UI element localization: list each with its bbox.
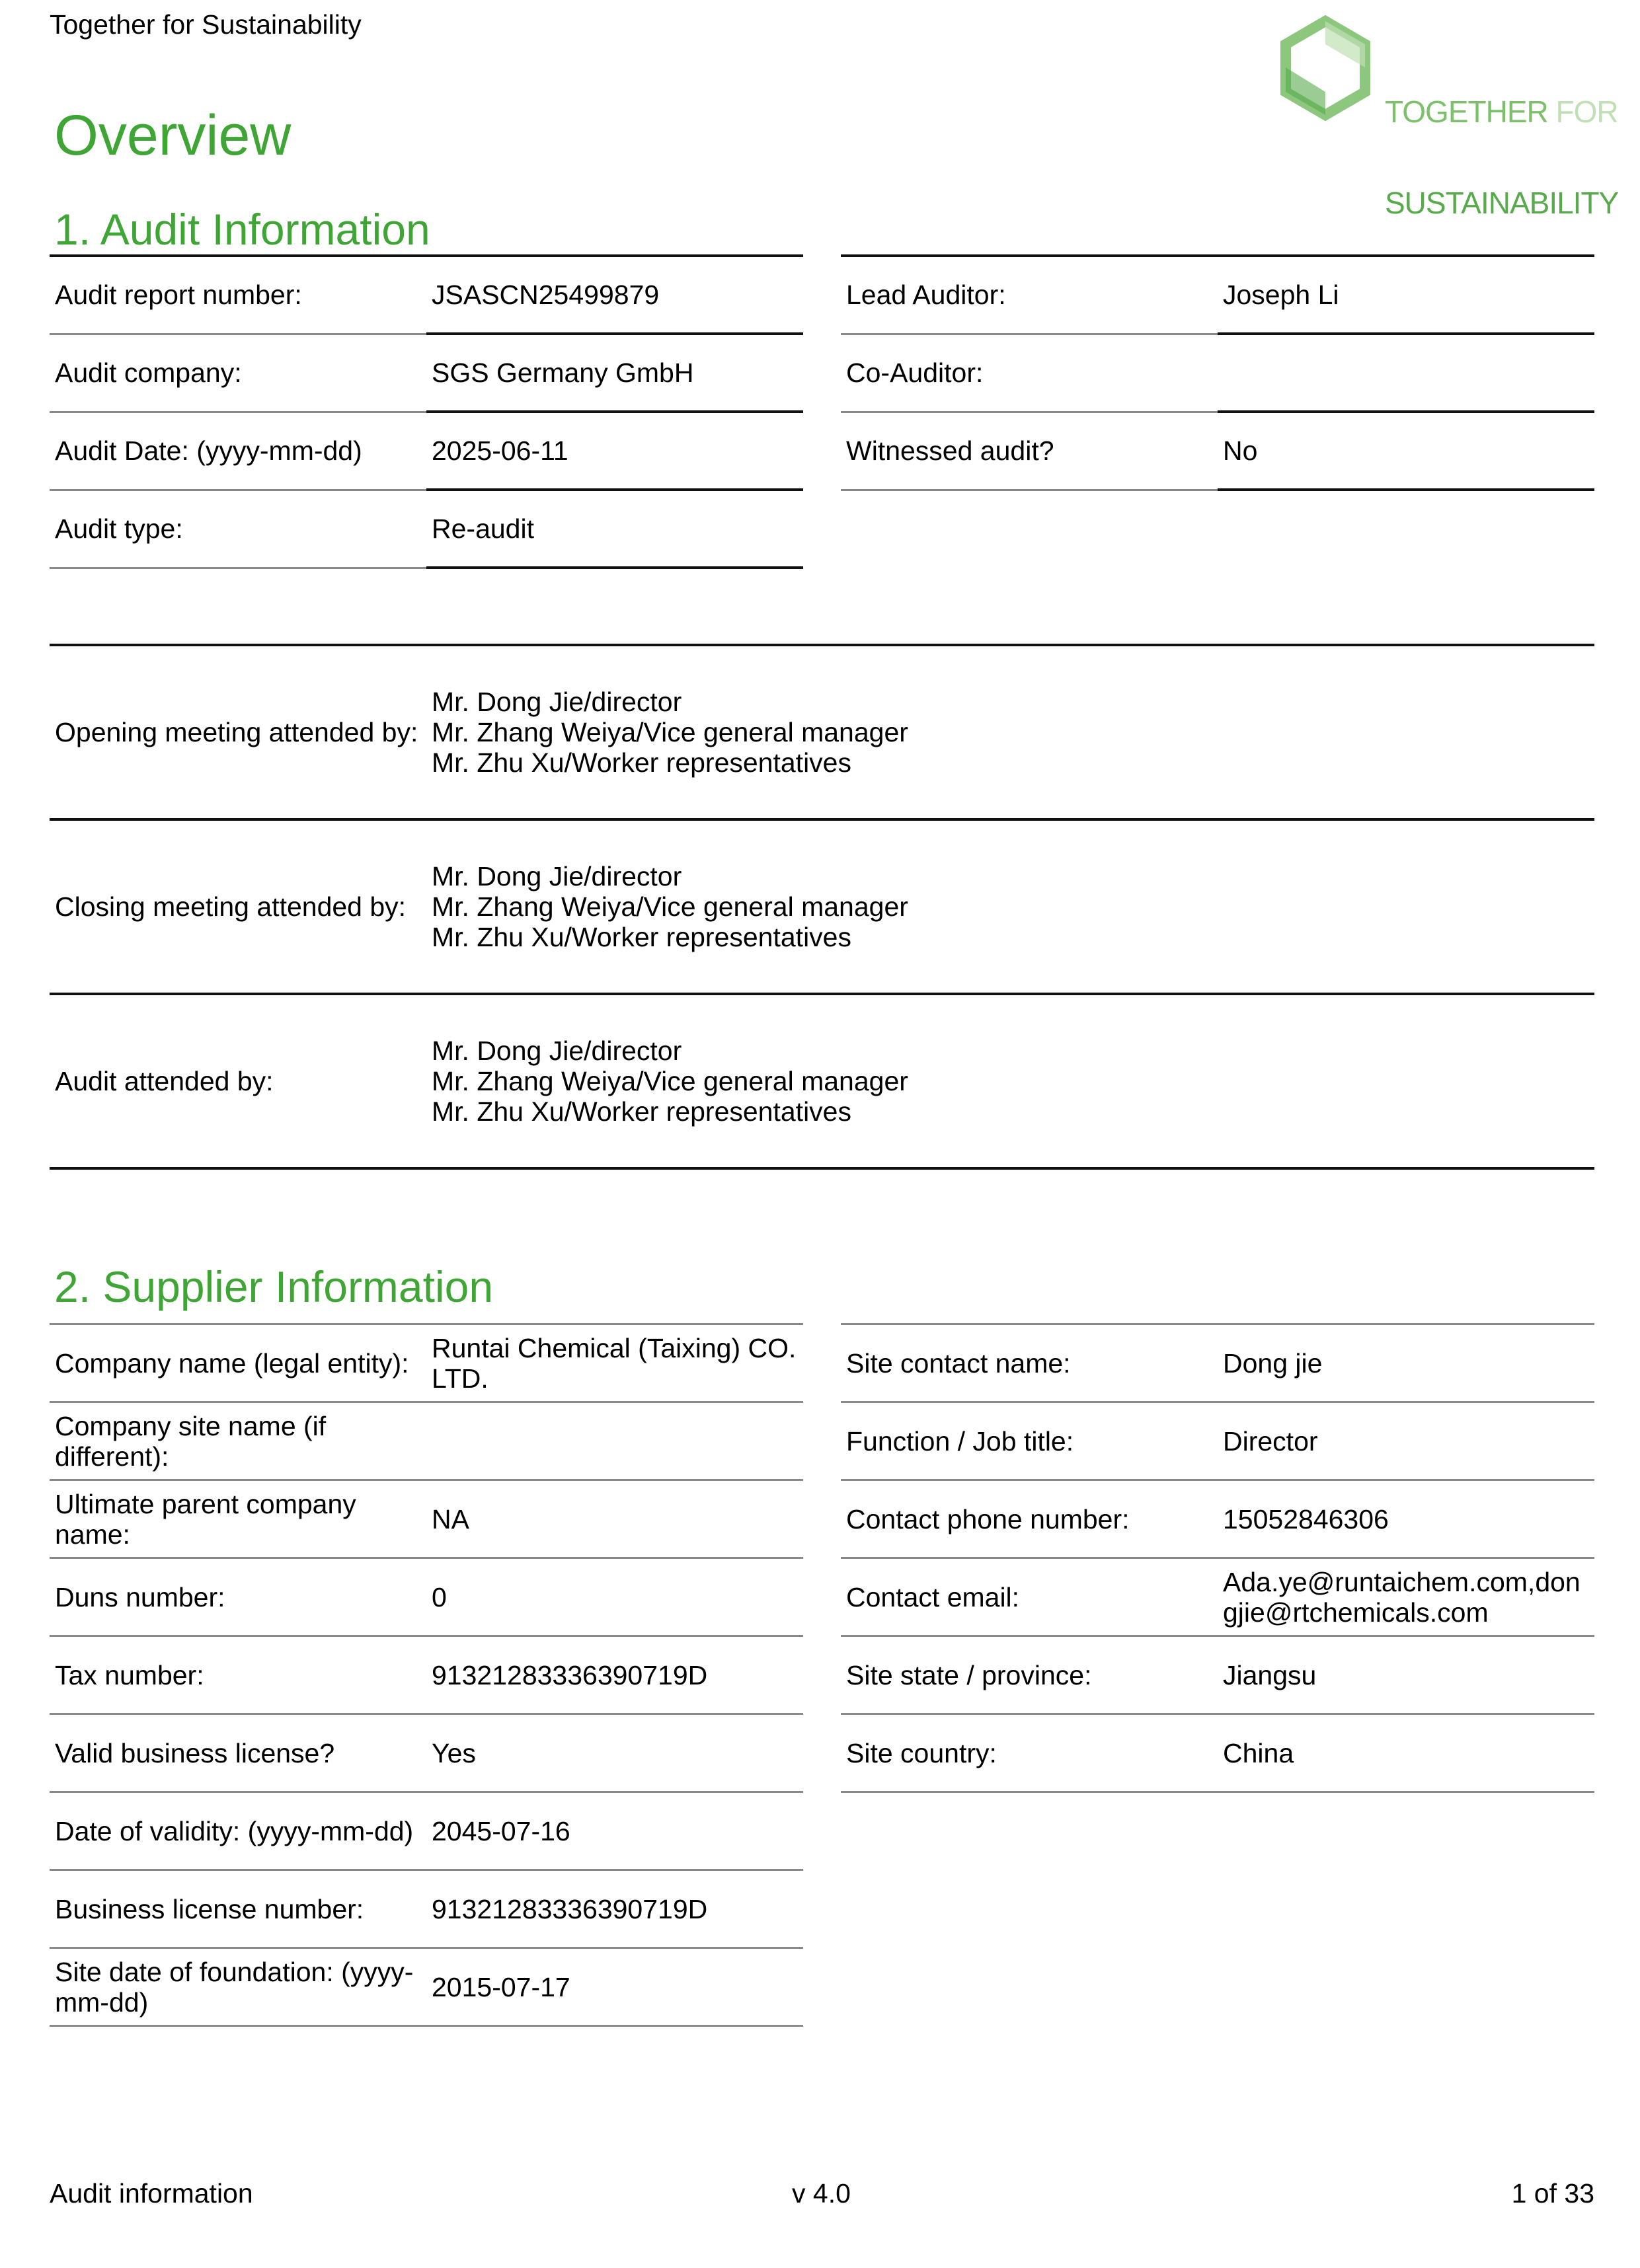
field-value: 91321283336390719D <box>426 1870 803 1948</box>
footer-version: v 4.0 <box>792 2178 851 2209</box>
info-row <box>50 412 803 490</box>
footer-section-label: Audit information <box>50 2178 253 2209</box>
field-value: SGS Germany GmbH <box>426 334 803 412</box>
attendee-name: Mr. Dong Jie/director <box>432 687 682 717</box>
field-label: Site state / province: <box>841 1636 1218 1714</box>
attendee-name: Mr. Zhang Weiya/Vice general manager <box>432 891 908 922</box>
attendee-list <box>426 645 1594 819</box>
attendee-name: Mr. Dong Jie/director <box>432 861 682 891</box>
attendance-row <box>50 645 1594 819</box>
info-row <box>841 256 1594 334</box>
attendee-list <box>426 819 1594 994</box>
field-value: Re-audit <box>426 490 803 568</box>
info-row <box>841 1558 1594 1636</box>
page-title: Overview <box>54 104 292 167</box>
field-value: China <box>1218 1714 1594 1792</box>
attendance-label: Opening meeting attended by: <box>50 645 426 819</box>
field-value: Dong jie <box>1218 1324 1594 1402</box>
field-value: 2015-07-17 <box>426 1948 803 2026</box>
info-row <box>841 1402 1594 1480</box>
field-value: NA <box>426 1480 803 1558</box>
field-label: Company name (legal entity): <box>50 1324 426 1402</box>
tfs-logo <box>1272 15 1619 220</box>
info-row <box>50 1870 803 1948</box>
attendance-label: Closing meeting attended by: <box>50 819 426 994</box>
supplier-info-right-table <box>841 1323 1594 1793</box>
attendance-label: Audit attended by: <box>50 994 426 1168</box>
field-label: Contact phone number: <box>841 1480 1218 1558</box>
field-label: Co-Auditor: <box>841 334 1218 412</box>
field-label: Contact email: <box>841 1558 1218 1636</box>
info-row <box>841 1636 1594 1714</box>
supplier-info-left-table <box>50 1323 803 2027</box>
field-value: Joseph Li <box>1218 256 1594 334</box>
field-value: Director <box>1218 1402 1594 1480</box>
info-row <box>50 1714 803 1792</box>
info-row <box>841 1480 1594 1558</box>
field-value: 0 <box>426 1558 803 1636</box>
attendee-name: Mr. Zhu Xu/Worker representatives <box>432 922 851 952</box>
field-value: 2025-06-11 <box>426 412 803 490</box>
attendance-row <box>50 819 1594 994</box>
info-row <box>50 1948 803 2026</box>
field-label: Audit Date: (yyyy-mm-dd) <box>50 412 426 490</box>
field-label: Site country: <box>841 1714 1218 1792</box>
field-label: Audit report number: <box>50 256 426 334</box>
logo-text-sustainability: SUSTAINABILITY <box>1385 186 1619 220</box>
field-value: Yes <box>426 1714 803 1792</box>
info-row <box>50 1558 803 1636</box>
audit-information-heading: 1. Audit Information <box>54 205 430 254</box>
field-label: Site contact name: <box>841 1324 1218 1402</box>
hexagon-logo-icon <box>1272 15 1378 122</box>
info-row <box>841 1714 1594 1792</box>
document-header-title: Together for Sustainability <box>50 9 362 40</box>
info-row <box>50 1324 803 1402</box>
field-label: Duns number: <box>50 1558 426 1636</box>
audit-info-right-table <box>841 254 1594 491</box>
attendee-name: Mr. Zhang Weiya/Vice general manager <box>432 717 908 747</box>
info-row <box>50 1480 803 1558</box>
supplier-information-heading: 2. Supplier Information <box>54 1262 494 1311</box>
field-label: Audit type: <box>50 490 426 568</box>
attendee-list <box>426 994 1594 1168</box>
logo-text-together: TOGETHER <box>1385 94 1556 129</box>
field-value: 2045-07-16 <box>426 1792 803 1870</box>
field-value <box>1218 334 1594 412</box>
field-label: Site date of foundation: (yyyy-mm-dd) <box>50 1948 426 2026</box>
attendee-name: Mr. Dong Jie/director <box>432 1036 682 1066</box>
field-label: Business license number: <box>50 1870 426 1948</box>
info-row <box>50 1402 803 1480</box>
field-label: Company site name (if different): <box>50 1402 426 1480</box>
field-label: Witnessed audit? <box>841 412 1218 490</box>
field-value: Jiangsu <box>1218 1636 1594 1714</box>
field-value: No <box>1218 412 1594 490</box>
audit-info-left-table <box>50 254 803 569</box>
footer-page-number: 1 of 33 <box>1511 2178 1594 2209</box>
info-row <box>50 1792 803 1870</box>
attendee-name: Mr. Zhu Xu/Worker representatives <box>432 1096 851 1127</box>
info-row <box>50 1636 803 1714</box>
field-value: JSASCN25499879 <box>426 256 803 334</box>
info-row <box>50 490 803 568</box>
field-value: Ada.ye@runtaichem.com,dongjie@rtchemicals.com <box>1218 1558 1594 1636</box>
field-label: Audit company: <box>50 334 426 412</box>
field-label: Function / Job title: <box>841 1402 1218 1480</box>
field-label: Lead Auditor: <box>841 256 1218 334</box>
info-row <box>841 334 1594 412</box>
field-label: Ultimate parent company name: <box>50 1480 426 1558</box>
attendee-name: Mr. Zhang Weiya/Vice general manager <box>432 1066 908 1096</box>
info-row <box>841 412 1594 490</box>
field-value: 91321283336390719D <box>426 1636 803 1714</box>
field-value <box>426 1402 803 1480</box>
field-value: Runtai Chemical (Taixing) CO. LTD. <box>426 1324 803 1402</box>
info-row <box>50 256 803 334</box>
attendee-name: Mr. Zhu Xu/Worker representatives <box>432 747 851 778</box>
attendance-row <box>50 994 1594 1168</box>
field-label: Tax number: <box>50 1636 426 1714</box>
logo-text-for: FOR <box>1555 94 1618 129</box>
field-label: Date of validity: (yyyy-mm-dd) <box>50 1792 426 1870</box>
field-label: Valid business license? <box>50 1714 426 1792</box>
attendance-table <box>50 644 1594 1170</box>
field-value: 15052846306 <box>1218 1480 1594 1558</box>
info-row <box>50 334 803 412</box>
info-row <box>841 1324 1594 1402</box>
